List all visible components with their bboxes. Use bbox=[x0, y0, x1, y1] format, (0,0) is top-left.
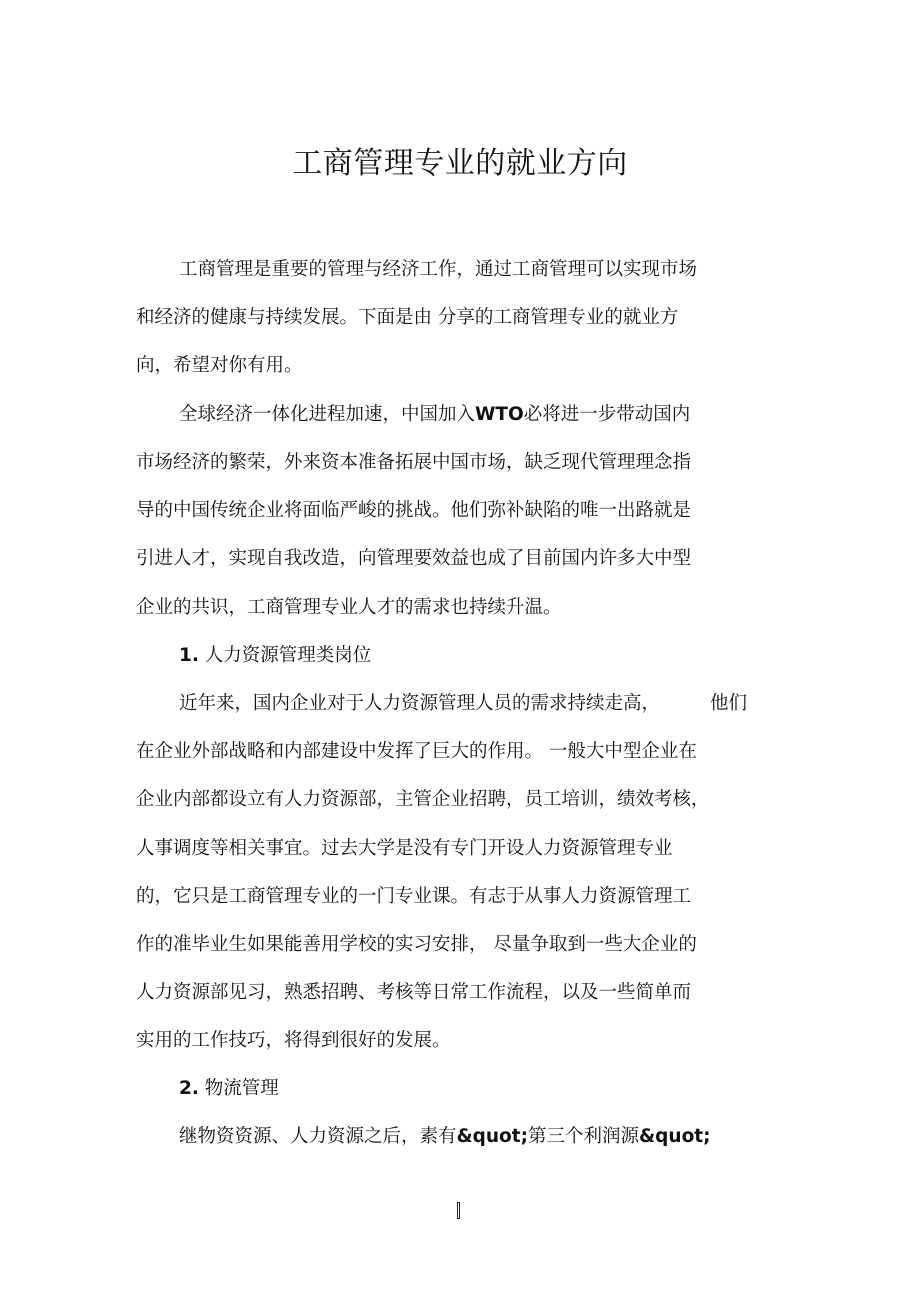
page-footer-marker bbox=[457, 1202, 460, 1219]
section1-line1-text-b: 他们 bbox=[710, 693, 748, 714]
paragraph2-line4: 引进人才，实现自我改造，向管理要效益也成了目前国内许多大中型 bbox=[136, 548, 692, 569]
quote-entity-close: &quot; bbox=[639, 1126, 711, 1147]
paragraph2-line1-text-b: 必将进一步带动国内 bbox=[523, 404, 691, 425]
section2-heading bbox=[179, 1077, 279, 1101]
section1-line1-text-a: 近年来，国内企业对于人力资源管理人员的需求持续走高， bbox=[179, 693, 661, 714]
document-title: 工商管理专业的就业方向 bbox=[292, 146, 628, 181]
paragraph2-line1 bbox=[179, 403, 690, 427]
paragraph1-line2: 和经济的健康与持续发展。下面是由 分享的工商管理专业的就业方 bbox=[136, 307, 679, 328]
section1-line5: 的，它只是工商管理专业的一门专业课。有志于从事人力资源管理工 bbox=[136, 886, 692, 907]
section1-line8: 实用的工作技巧，将得到很好的发展。 bbox=[136, 1030, 451, 1051]
section1-line3: 企业内部都设立有人力资源部，主管企业招聘，员工培训，绩效考核， bbox=[136, 789, 710, 810]
section1-line4: 人事调度等相关事宜。过去大学是没有专门开设人力资源管理专业 bbox=[136, 838, 673, 859]
section2-line1-text-a: 继物资资源、人力资源之后，素有 bbox=[179, 1126, 457, 1147]
section1-line6: 作的准毕业生如果能善用学校的实习安排， 尽量争取到一些大企业的 bbox=[136, 934, 697, 955]
section2-line1 bbox=[179, 1125, 711, 1149]
wto-text: WTO bbox=[475, 404, 524, 425]
section1-line7: 人力资源部见习，熟悉招聘、考核等日常工作流程，以及一些简单而 bbox=[136, 982, 692, 1003]
paragraph1-line1: 工商管理是重要的管理与经济工作，通过工商管理可以实现市场 bbox=[179, 259, 698, 280]
section1-heading-text: 人力资源管理类岗位 bbox=[204, 645, 372, 666]
paragraph2-line1-text-a: 全球经济一体化进程加速，中国加入 bbox=[179, 404, 476, 425]
section2-heading-text: 物流管理 bbox=[204, 1078, 279, 1099]
paragraph2-line5: 企业的共识，工商管理专业人才的需求也持续升温。 bbox=[136, 597, 562, 618]
section1-line1 bbox=[179, 692, 747, 716]
section2-number: 2. bbox=[179, 1078, 199, 1099]
section2-line1-text-b: 第三个利润源 bbox=[528, 1126, 640, 1147]
paragraph2-line2: 市场经济的繁荣，外来资本准备拓展中国市场，缺乏现代管理理念指 bbox=[136, 452, 692, 473]
paragraph1-line3: 向，希望对你有用。 bbox=[136, 355, 303, 376]
section1-number: 1. bbox=[179, 645, 199, 666]
section1-line2: 在企业外部战略和内部建设中发挥了巨大的作用。 一般大中型企业在 bbox=[136, 741, 697, 762]
quote-entity-open: &quot; bbox=[456, 1126, 529, 1147]
paragraph2-line3: 导的中国传统企业将面临严峻的挑战。他们弥补缺陷的唯一出路就是 bbox=[136, 500, 692, 521]
section1-heading bbox=[179, 644, 371, 668]
